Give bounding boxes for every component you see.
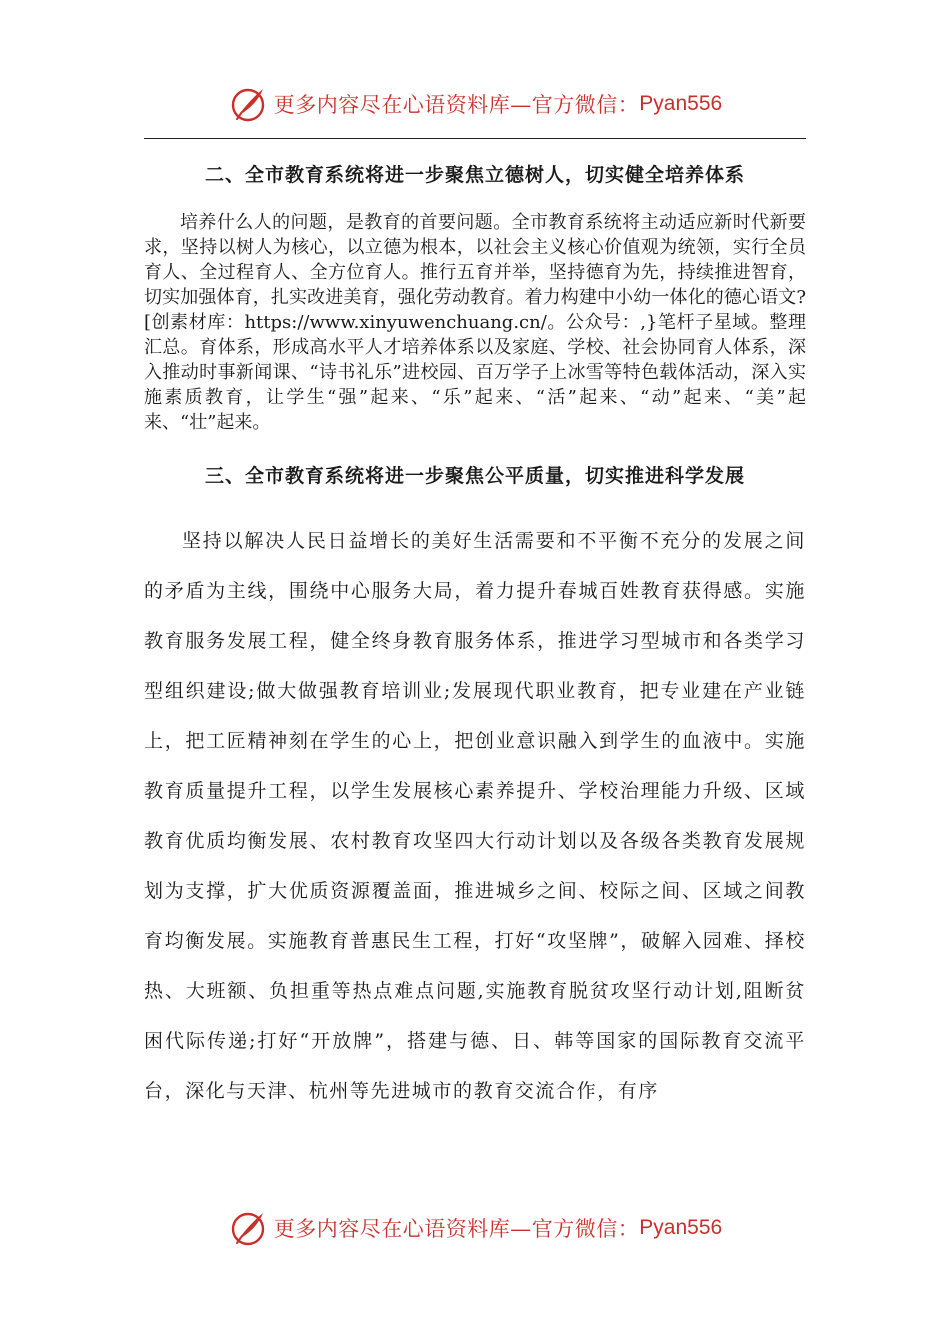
quill-logo-icon [228, 1208, 268, 1248]
watermark-wechat-handle: Pyan556 [639, 1216, 723, 1239]
watermark-text: 更多内容尽在心语资料库—官方微信： [273, 93, 640, 117]
footer-watermark [0, 1206, 950, 1250]
watermark-text: 更多内容尽在心语资料库—官方微信： [273, 1217, 640, 1241]
section-3-paragraph: 坚持以解决人民日益增长的美好生活需要和不平衡不充分的发展之间的矛盾为主线，围绕中心服务大局，着力提升春城百姓教育获得感。实施教育服务发展工程，健全终身教育服务体系，推进学习型城市和各类学习型组织建设;做大做强教育培训业;发展现代职业教育，把专业建在产业链上，把工匠精神刻在学生的心上，把创业意识融入到学生的血液中。实施教育质量提升工程，以学生发展核心素养提升、学校治理能力升级、区域教育优质均衡发展、农村教育攻坚四大行动计划以及各级各类教育发展规划为支撑，扩大优质资源覆盖面，推进城乡之间、校际之间、区域之间教育均衡发展。实施教育普惠民生工程，打好“攻坚牌”，破解入园难、择校热、大班额、负担重等热点难点问题,实施教育脱贫攻坚行动计划,阻断贫困代际传递;打好“开放牌”，搭建与德、日、韩等国家的国际教育交流平台，深化与天津、杭州等先进城市的教育交流合作，有序 [144, 530, 806, 1102]
section-2-paragraph: 培养什么人的问题，是教育的首要问题。全市教育系统将主动适应新时代新要求，坚持以树人为核心，以立德为根本，以社会主义核心价值观为统领，实行全员育人、全过程育人、全方位育人。推行五育并举，坚持德育为先，持续推进智育，切实加强体育，扎实改进美育，强化劳动教育。着力构建中小幼一体化的德心语文?[创素材库：https://www.xinyuwenchuang.cn/。公众号：,}笔杆子星域。整理汇总。育体系，形成高水平人才培养体系以及家庭、学校、社会协同育人体系，深入推动时事新闻课、“诗书礼乐”进校园、百万学子上冰雪等特色载体活动，深入实施素质教育，让学生“强”起来、“乐”起来、“活”起来、“动”起来、“美”起来、“壮”起来。 [144, 212, 806, 433]
section-2-heading: 二、全市教育系统将进一步聚焦立德树人，切实健全培养体系 [204, 164, 745, 186]
quill-logo-icon [228, 84, 268, 124]
header-watermark [0, 82, 950, 126]
watermark-wechat-handle: Pyan556 [639, 92, 723, 115]
header-divider [144, 138, 806, 139]
section-3-heading: 三、全市教育系统将进一步聚焦公平质量，切实推进科学发展 [204, 465, 745, 487]
